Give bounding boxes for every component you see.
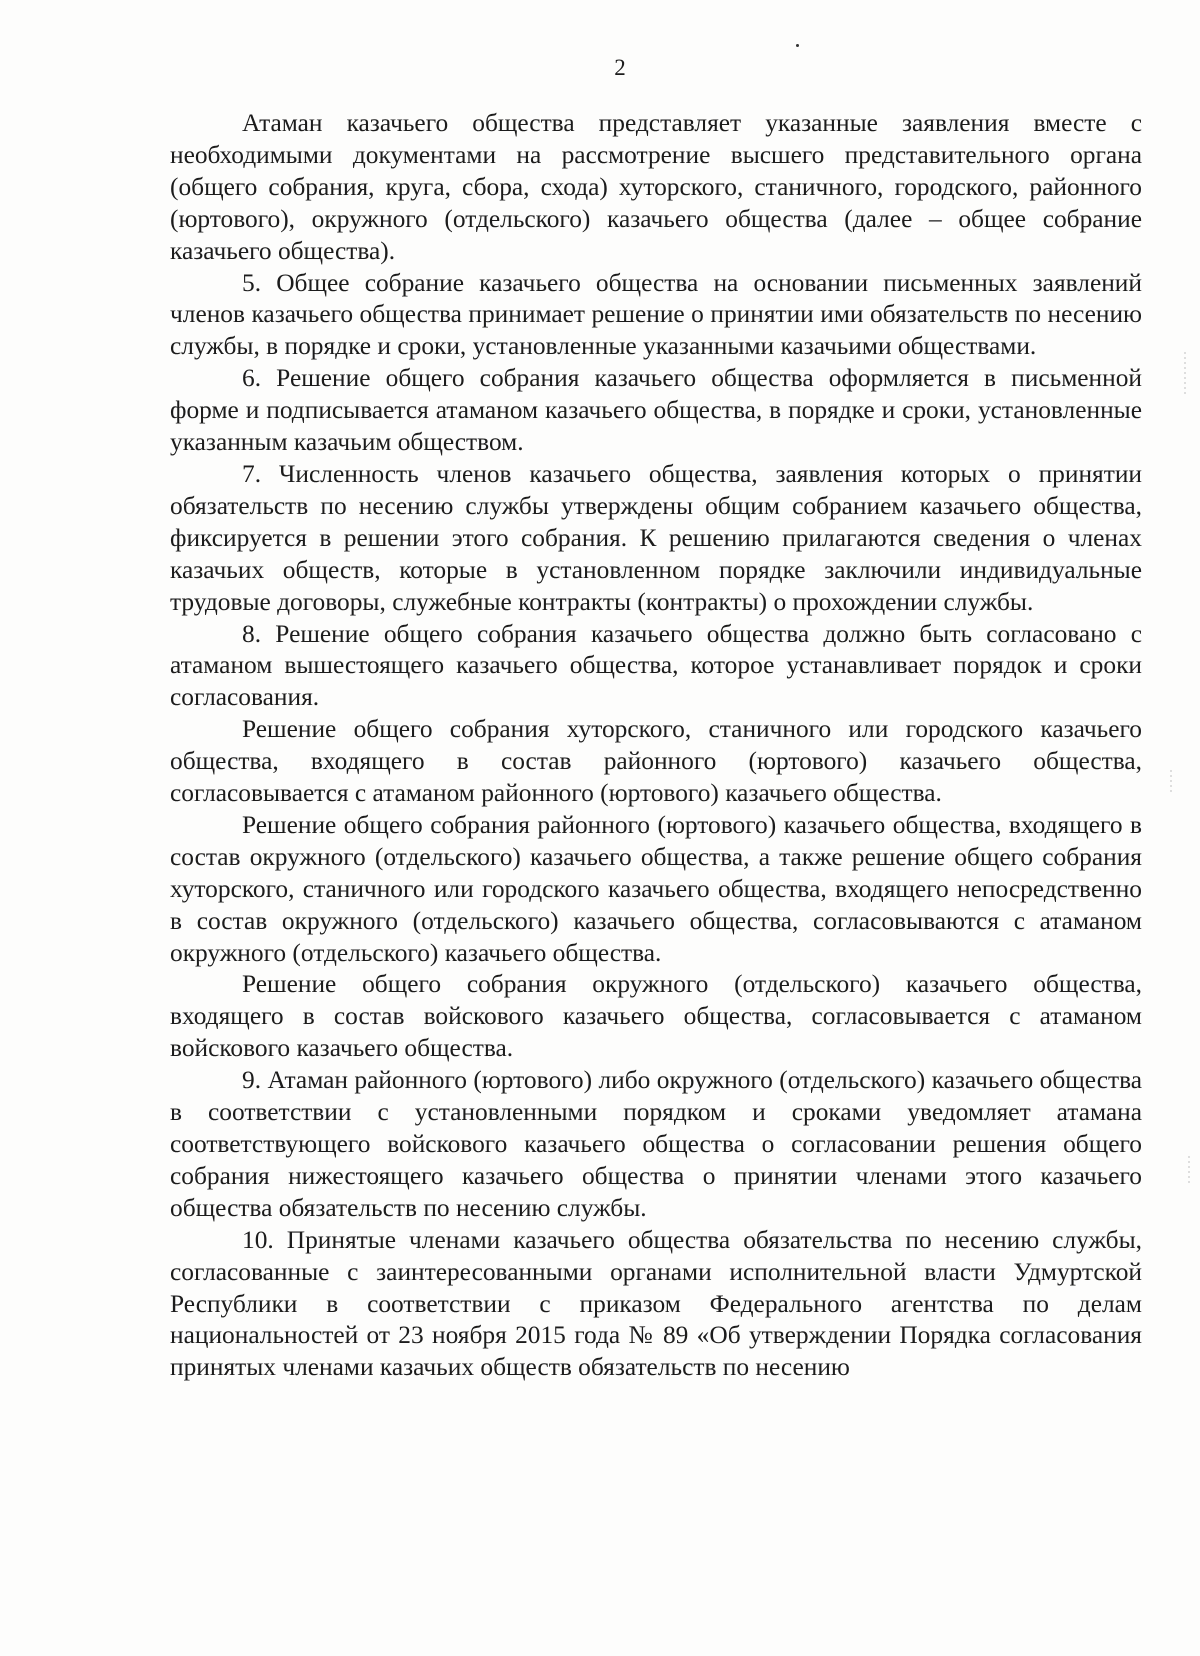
paragraph-ataman-submits: Атаман казачьего общества представляет указанные заявления вместе с необходимыми документами на рассмотрение высшего представительного органа (общего собрания, круга, сбора, схода) хуторского, станичного, городского, районного (юртового), окружного (отдельского) казачьего общества (далее – общее собрание казачьего общества). [170, 109, 1142, 265]
paragraph-district-decision: Решение общего собрания районного (юртового) казачьего общества, входящего в состав окружного (отдельского) казачьего общества, а также решение общего собрания хуторского, станичного или городского казачьего общества, входящего непосредственно в состав окружного (отдельского) казачьего общества, согласовываются с атаманом окружного (отдельского) казачьего общества. [170, 810, 1142, 967]
paragraph-item-8: 8. Решение общего собрания казачьего общества должно быть согласовано с атаманом вышестоящего казачьего общества, которое устанавливает порядок и сроки согласования. [170, 619, 1142, 712]
scan-margin-mark [1170, 770, 1172, 794]
paragraph-okrug-decision: Решение общего собрания окружного (отдельского) казачьего общества, входящего в состав войскового казачьего общества, согласовывается с атаманом войскового казачьего общества. [170, 970, 1142, 1063]
paragraph-item-10: 10. Принятые членами казачьего общества обязательства по несению службы, согласованные с заинтересованными органами исполнительной власти Удмуртской Республики в соответствии с приказом Федерального агентства по делам национальностей от 23 ноября 2015 года № 89 «Об утверждении Порядка согласования принятых членами казачьих обществ обязательств по несению [170, 1225, 1142, 1382]
scan-margin-mark [1184, 352, 1186, 396]
paragraph-item-5: 5. Общее собрание казачьего общества на основании письменных заявлений членов казачьего общества принимает решение о принятии ими обязательств по несению службы, в порядке и сроки, установленные указанными казачьими обществами. [170, 268, 1142, 361]
paragraph-item-9: 9. Атаман районного (юртового) либо окружного (отдельского) казачьего общества в соответствии с установленными порядком и сроками уведомляет атамана соответствующего войскового казачьего общества о согласовании решения общего собрания нижестоящего казачьего общества о принятии членами этого казачьего общества обязательств по несению службы. [170, 1066, 1142, 1222]
paragraph-item-7: 7. Численность членов казачьего общества, заявления которых о принятии обязательств по несению службы утверждены общим собранием казачьего общества, фиксируется в решении этого собрания. К решению прилагаются сведения о членах казачьих обществ, которые в установленном порядке заключили индивидуальные трудовые договоры, служебные контракты (контракты) о прохождении службы. [170, 459, 1142, 616]
document-body [170, 108, 1142, 1384]
scan-margin-mark [1188, 1156, 1190, 1186]
paragraph-khutor-decision: Решение общего собрания хуторского, станичного или городского казачьего общества, входящего в состав районного (юртового) казачьего общества, согласовывается с атаманом районного (юртового) казачьего общества. [170, 715, 1142, 808]
page-number: 2 [614, 55, 626, 80]
paragraph-item-6: 6. Решение общего собрания казачьего общества оформляется в письменной форме и подписывается атаманом казачьего общества, в порядке и сроки, установленные указанным казачьим обществом. [170, 364, 1142, 457]
scan-speck [796, 44, 799, 47]
